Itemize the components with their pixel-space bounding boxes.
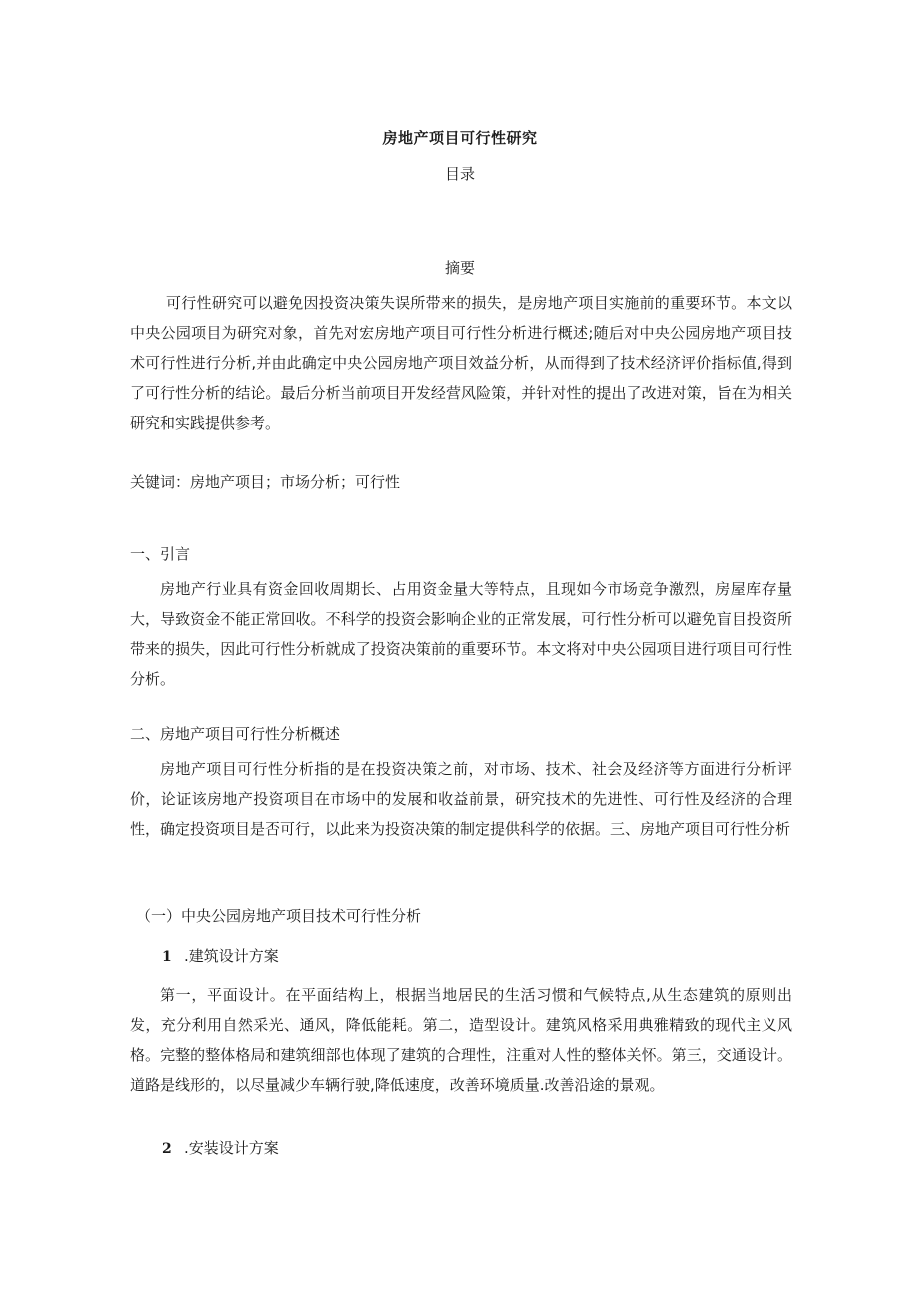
item2-number: 2 [162, 1141, 172, 1157]
keywords-line: 关键词：房地产项目；市场分析；可行性 [130, 473, 401, 491]
item1-label: .建筑设计方案 [184, 947, 279, 965]
item1-body: 第一，平面设计。在平面结构上，根据当地居民的生活习惯和气候特点,从生态建筑的原则出发，充分利用自然采光、通风，降低能耗。第二，造型设计。建筑风格采用典雅精致的现代主义风格。完整的整体格局和建筑细部也体现了建筑的合理性，注重对人性的整体关怀。第三，交通设计。道路是线形的，以尽量减少车辆行驶,降低速度，改善环境质量.改善沿途的景观。 [130, 986, 792, 1094]
section1-body: 房地产行业具有资金回收周期长、占用资金量大等特点，且现如今市场竞争激烈，房屋库存量大，导致资金不能正常回收。不科学的投资会影响企业的正常发展，可行性分析可以避免盲目投资所带来的损失，因此可行性分析就成了投资决策前的重要环节。本文将对中央公园项目进行项目可行性分析。 [130, 580, 792, 688]
section1-heading: 一、引言 [130, 545, 191, 563]
abstract-body: 可行性研究可以避免因投资决策失误所带来的损失，是房地产项目实施前的重要环节。本文以中央公园项目为研究对象，首先对宏房地产项目可行性分析进行概述;随后对中央公园房地产项目技术可行性进行分析,并由此确定中央公园房地产项目效益分析，从而得到了技术经济评价指标值,得到了可行性分析的结论。最后分析当前项目开发经营风险策，并针对性的提出了改进对策，旨在为相关研究和实践提供参考。 [130, 294, 792, 432]
subsection1-heading: （一）中央公园房地产项目技术可行性分析 [136, 907, 422, 925]
item2-heading [162, 1138, 279, 1159]
section2-body: 房地产项目可行性分析指的是在投资决策之前，对市场、技术、社会及经济等方面进行分析评价，论证该房地产投资项目在市场中的发展和收益前景，研究技术的先进性、可行性及经济的合理性，确定投资项目是否可行，以此来为投资决策的制定提供科学的依据。三、房地产项目可行性分析 [130, 760, 792, 838]
section2-heading: 二、房地产项目可行性分析概述 [130, 725, 341, 743]
item1-number: 1 [162, 949, 172, 965]
item2-label: .安装设计方案 [184, 1139, 279, 1157]
item1-heading [162, 946, 279, 967]
toc-label: 目录 [444, 165, 475, 183]
document-title: 房地产项目可行性研究 [382, 129, 538, 147]
abstract-heading: 摘要 [444, 259, 475, 277]
